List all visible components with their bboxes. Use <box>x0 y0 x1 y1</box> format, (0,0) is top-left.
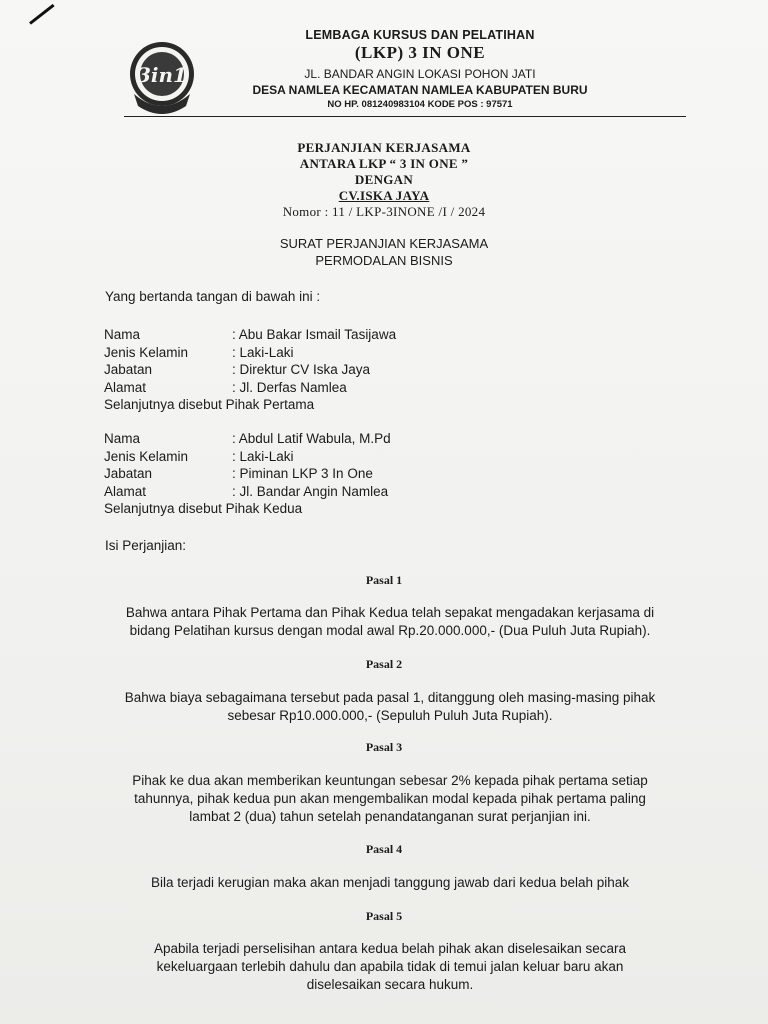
pasal-line: Bahwa antara Pihak Pertama dan Pihak Kedua telah sepakat mengadakan kerjasama di <box>125 605 655 620</box>
pasal-heading: Pasal 4 <box>365 842 403 856</box>
pasal-line: tahunnya, pihak kedua pun akan mengembalikan modal kepada pihak pertama paling <box>134 791 646 806</box>
letterhead <box>210 28 630 110</box>
agreement-title <box>0 140 768 220</box>
party-two-row <box>104 448 391 466</box>
party-one-row <box>104 344 396 362</box>
pen-mark <box>29 4 54 25</box>
field-value: : Laki-Laki <box>232 448 294 464</box>
subtitle-line-1: SURAT PERJANJIAN KERJASAMA <box>279 236 489 251</box>
field-label: Jabatan <box>104 362 153 377</box>
title-line-4: CV.ISKA JAYA <box>338 188 430 203</box>
field-value: : Jl. Bandar Angin Namlea <box>232 483 389 499</box>
letterhead-name: (LKP) 3 IN ONE <box>354 43 486 62</box>
field-value: : Piminan LKP 3 In One <box>232 466 373 481</box>
subtitle-line-2: PERMODALAN BISNIS <box>315 253 453 268</box>
field-label: Jenis Kelamin <box>104 344 189 360</box>
party-two-closing: Selanjutnya disebut Pihak Kedua <box>104 501 303 516</box>
pasal-heading: Pasal 3 <box>365 740 403 754</box>
field-label: Nama <box>104 327 141 342</box>
party-one-row <box>104 361 396 379</box>
agreement-subtitle <box>0 235 768 269</box>
title-line-3: DENGAN <box>354 172 414 187</box>
field-label: Alamat <box>104 379 147 395</box>
field-value: : Jl. Derfas Namlea <box>232 379 347 395</box>
intro-text: Yang bertanda tangan di bawah ini : <box>105 289 321 304</box>
pasal-body <box>90 604 690 640</box>
svg-text:3in1: 3in1 <box>137 63 187 87</box>
letterhead-region: DESA NAMLEA KECAMATAN NAMLEA KABUPATEN BURU <box>252 83 588 97</box>
pasal-body <box>90 689 690 725</box>
field-label: Alamat <box>104 483 147 499</box>
letterhead-street: JL. BANDAR ANGIN LOKASI POHON JATI <box>304 67 536 81</box>
party-two <box>104 430 391 518</box>
field-value: : Direktur CV Iska Jaya <box>232 362 371 377</box>
letterhead-divider <box>124 116 686 117</box>
party-one-row <box>104 326 396 344</box>
letterhead-contact: NO HP. 081240983104 KODE POS : 97571 <box>327 99 513 110</box>
party-one-row <box>104 379 396 397</box>
institution-logo <box>126 36 198 116</box>
pasal-heading: Pasal 2 <box>365 657 403 671</box>
party-one <box>104 326 396 414</box>
pasal-line: kekeluargaan terlebih dahulu dan apabila tidak di temui jalan keluar baru akan <box>156 959 624 974</box>
agreement-contents-heading: Isi Perjanjian: <box>105 538 187 553</box>
field-value: : Abu Bakar Ismail Tasijawa <box>232 327 397 342</box>
field-value: : Laki-Laki <box>232 344 294 360</box>
field-value: : Abdul Latif Wabula, M.Pd <box>232 431 391 446</box>
pasal-line: diselesaikan secara hukum. <box>306 977 474 992</box>
pasal-line: Pihak ke dua akan memberikan keuntungan sebesar 2% kepada pihak pertama setiap <box>132 773 648 788</box>
pasal-line: Bila terjadi kerugian maka akan menjadi tanggung jawab dari kedua belah pihak <box>150 875 630 890</box>
pasal-line: bidang Pelatihan kursus dengan modal awal Rp.20.000.000,- (Dua Puluh Juta Rupiah). <box>129 623 651 638</box>
document-number: Nomor : 11 / LKP-3INONE /I / 2024 <box>282 204 486 219</box>
pasal-heading: Pasal 1 <box>365 573 403 587</box>
field-label: Nama <box>104 431 141 446</box>
pasal-heading: Pasal 5 <box>365 909 403 923</box>
party-two-row <box>104 483 391 501</box>
party-two-row <box>104 465 391 483</box>
title-line-2: ANTARA LKP “ 3 IN ONE ” <box>299 156 469 171</box>
field-label: Jabatan <box>104 466 153 481</box>
pasal-line: Bahwa biaya sebagaimana tersebut pada pasal 1, ditanggung oleh masing-masing pihak <box>124 690 656 705</box>
party-two-row <box>104 430 391 448</box>
pasal-body <box>90 772 690 826</box>
pasal-body <box>90 874 690 892</box>
pasal-line: Apabila terjadi perselisihan antara kedua belah pihak akan diselesaikan secara <box>153 941 627 956</box>
title-line-1: PERJANJIAN KERJASAMA <box>297 140 471 155</box>
pasal-body <box>90 940 690 994</box>
letterhead-institution: LEMBAGA KURSUS DAN PELATIHAN <box>305 28 535 42</box>
field-label: Jenis Kelamin <box>104 448 189 464</box>
party-one-closing: Selanjutnya disebut Pihak Pertama <box>104 397 315 412</box>
pasal-line: sebesar Rp10.000.000,- (Sepuluh Puluh Juta Rupiah). <box>227 708 553 723</box>
pasal-line: lambat 2 (dua) tahun setelah penandatanganan surat perjanjian ini. <box>189 809 591 824</box>
